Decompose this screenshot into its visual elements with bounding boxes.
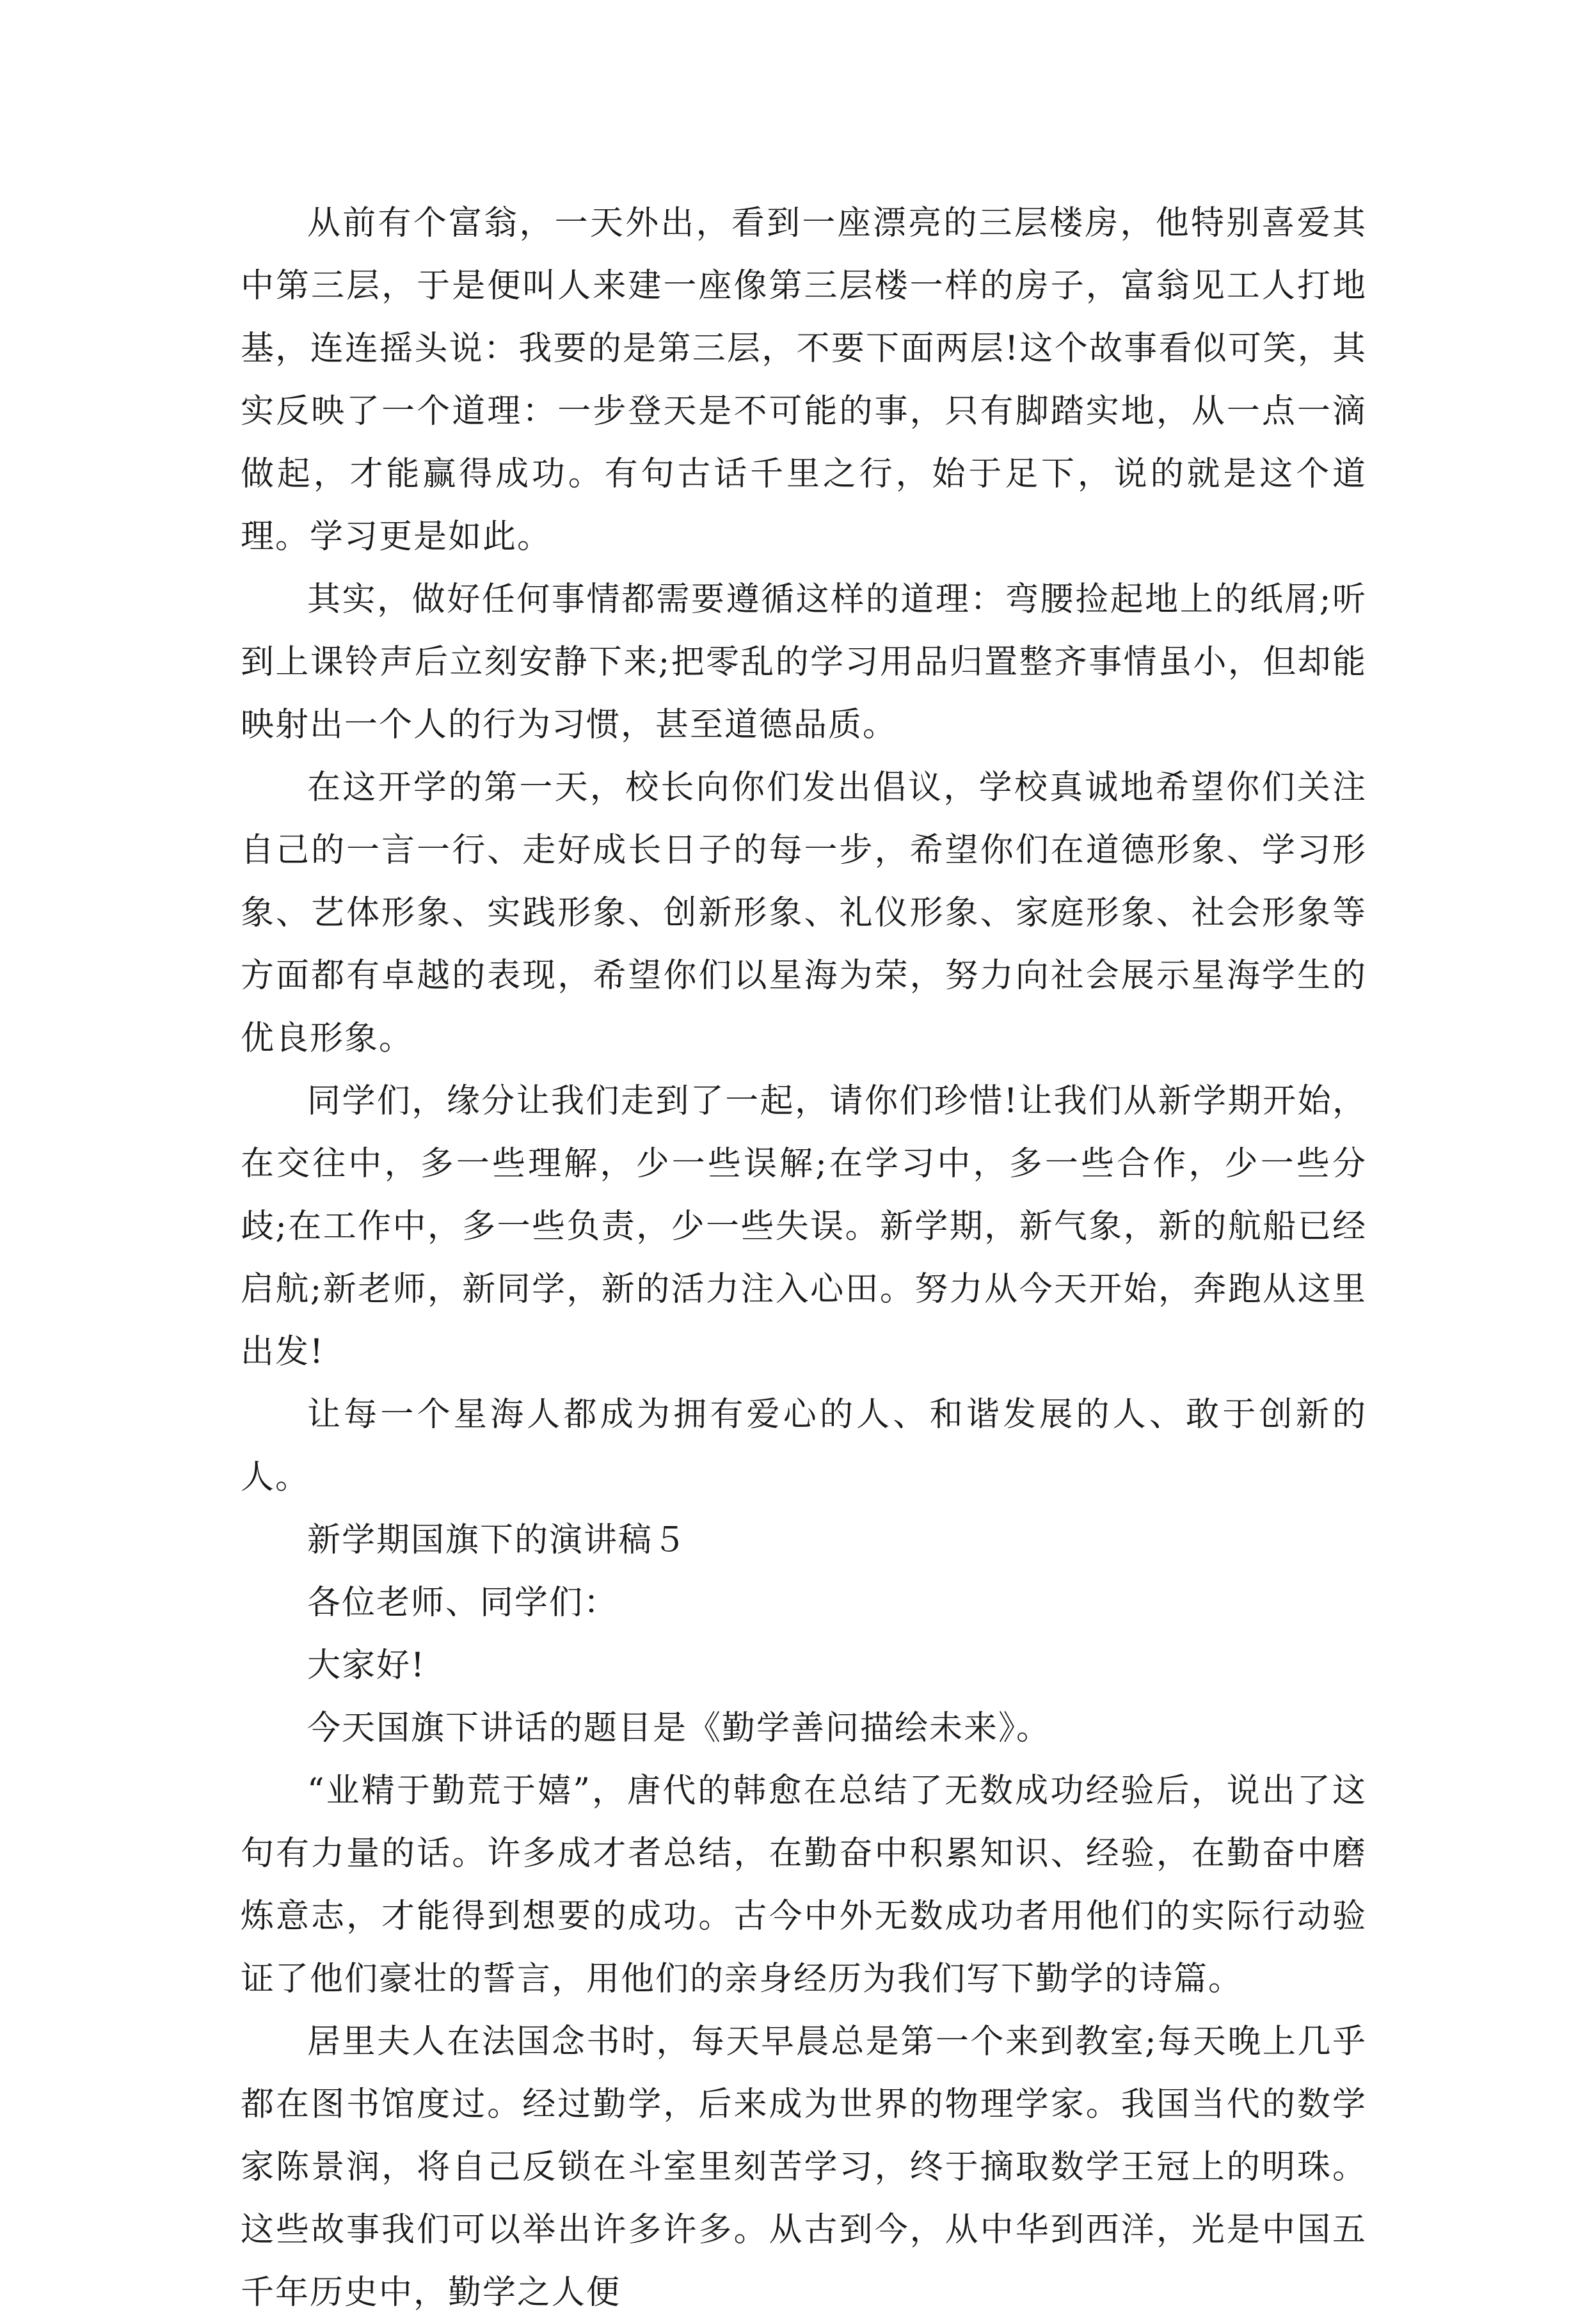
document-body: [241, 192, 1367, 2324]
speech-title-line: 今天国旗下讲话的题目是《勤学善问描绘未来》。: [307, 1709, 1051, 1747]
greeting: 大家好!: [307, 1646, 426, 1685]
paragraph-1: 从前有个富翁，一天外出，看到一座漂亮的三层楼房，他特别喜爱其中第三层，于是便叫人来建一座像第三层楼一样的房子，富翁见工人打地基，连连摇头说：我要的是第三层，不要下面两层!这个故事看似可笑，其实反映了一个道理：一步登天是不可能的事，只有脚踏实地，从一点一滴做起，才能赢得成功。有句古话千里之行，始于足下，说的就是这个道理。学习更是如此。: [241, 204, 1367, 556]
paragraph-10: “业精于勤荒于嬉”，唐代的韩愈在总结了无数成功经验后，说出了这句有力量的话。许多成才者总结，在勤奋中积累知识、经验，在勤奋中磨炼意志，才能得到想要的成功。古今中外无数成功者用他们的实际行动验证了他们豪壮的誓言，用他们的亲身经历为我们写下勤学的诗篇。: [241, 1772, 1367, 1998]
paragraph-11: 居里夫人在法国念书时，每天早晨总是第一个来到教室;每天晚上几乎都在图书馆度过。经过勤学，后来成为世界的物理学家。我国当代的数学家陈景润，将自己反锁在斗室里刻苦学习，终于摘取数学王冠上的明珠。这些故事我们可以举出许多许多。从古到今，从中华到西洋，光是中国五千年历史中，勤学之人便: [241, 2023, 1367, 2312]
salutation: 各位老师、同学们：: [307, 1584, 619, 1622]
paragraph-2: 其实，做好任何事情都需要遵循这样的道理：弯腰捡起地上的纸屑;听到上课铃声后立刻安静下来;把零乱的学习用品归置整齐事情虽小，但却能映射出一个人的行为习惯，甚至道德品质。: [241, 580, 1367, 744]
paragraph-4: 同学们，缘分让我们走到了一起，请你们珍惜!让我们从新学期开始，在交往中，多一些理解，少一些误解;在学习中，多一些合作，少一些分歧;在工作中，多一些负责，少一些失误。新学期，新气象，新的航船已经启航;新老师，新同学，新的活力注入心田。努力从今天开始，奔跑从这里出发!: [241, 1082, 1367, 1371]
paragraph-5: 让每一个星海人都成为拥有爱心的人、和谐发展的人、敢于创新的人。: [241, 1396, 1367, 1497]
paragraph-3: 在这开学的第一天，校长向你们发出倡议，学校真诚地希望你们关注自己的一言一行、走好成长日子的每一步，希望你们在道德形象、学习形象、艺体形象、实践形象、创新形象、礼仪形象、家庭形象、社会形象等方面都有卓越的表现，希望你们以星海为荣，努力向社会展示星海学生的优良形象。: [241, 768, 1367, 1058]
section-heading: 新学期国旗下的演讲稿５: [307, 1521, 688, 1559]
